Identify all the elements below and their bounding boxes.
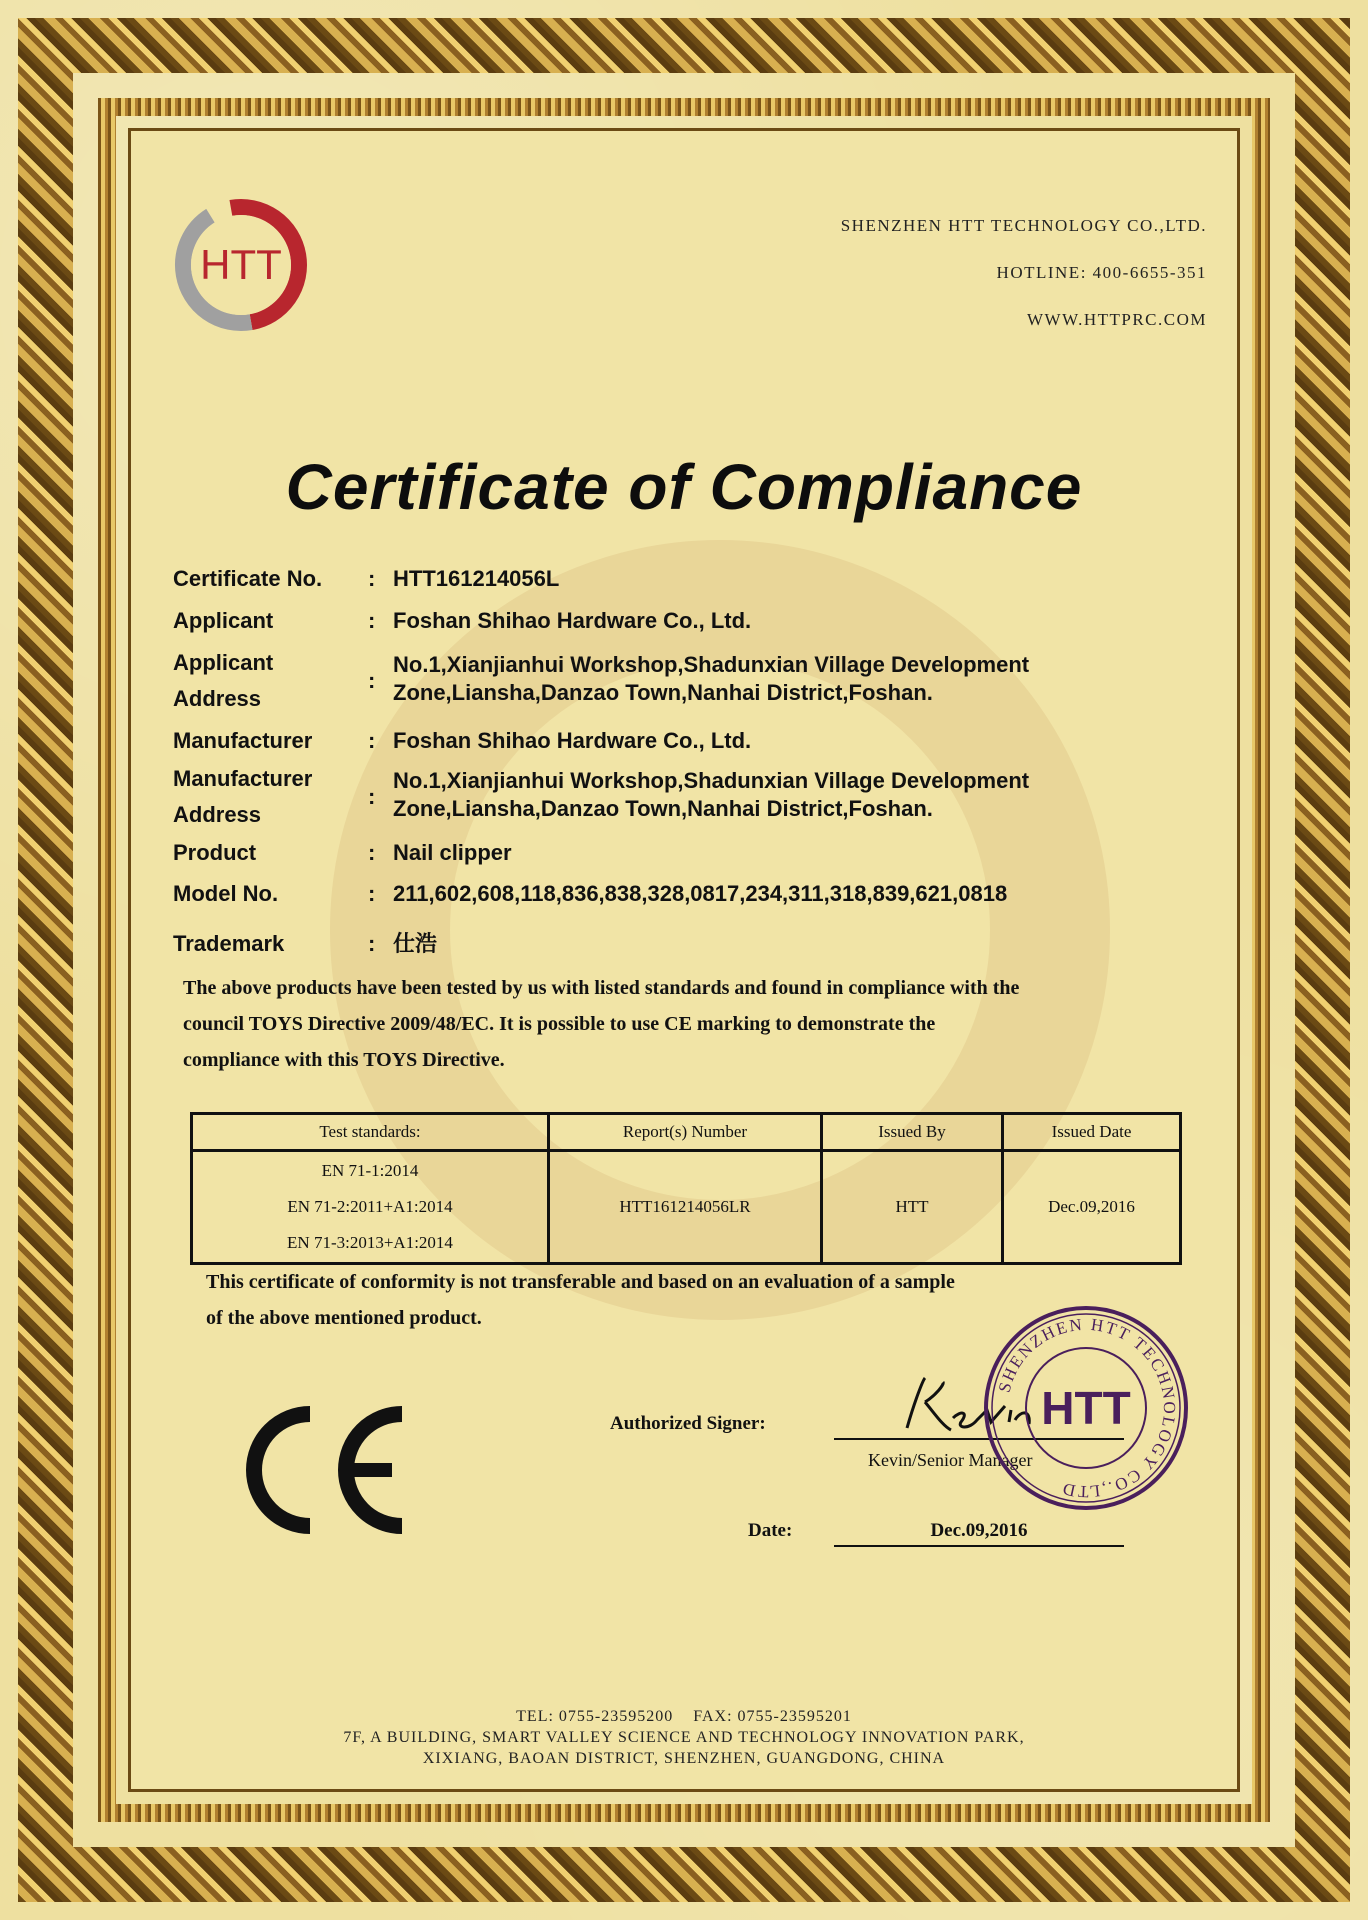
value-line: Zone,Liansha,Danzao Town,Nanhai District,Foshan. [393,796,933,821]
signer-name: Kevin/Senior Manager [868,1450,1033,1470]
cell-issued-date: Dec.09,2016 [1003,1151,1181,1264]
value: 仕浩 [393,931,438,956]
statement-line: compliance with this TOYS Directive. [183,1049,505,1071]
label: Applicant [173,608,274,633]
label-line: Manufacturer [173,766,313,791]
footer-address-line: 7F, A BUILDING, SMART VALLEY SCIENCE AND TECHNOLOGY INNOVATION PARK, [343,1729,1025,1746]
conformity-line: of the above mentioned product. [206,1307,482,1329]
label: Trademark [173,931,285,956]
seal-ring-text: SHENZHEN HTT TECHNOLOGY CO.,LTD [994,1314,1180,1502]
value [393,651,1029,707]
website: WWW.HTTPRC.COM [1027,310,1207,329]
footer-contact: TEL: 0755-23595200 FAX: 0755-23595201 [516,1708,852,1725]
company-seal-stamp [980,1302,1192,1514]
label [173,761,312,833]
colon: : [368,668,376,693]
value-line: Zone,Liansha,Danzao Town,Nanhai District,Foshan. [393,680,933,705]
label [173,645,273,717]
colon: : [368,728,376,753]
label: Model No. [173,881,279,906]
cell-issued-by: HTT [822,1151,1003,1264]
colon: : [368,840,376,865]
company-name: SHENZHEN HTT TECHNOLOGY CO.,LTD. [840,216,1207,235]
label: Product [173,840,257,865]
value: Foshan Shihao Hardware Co., Ltd. [393,608,752,633]
certificate-title: Certificate of Compliance [285,451,1083,523]
value [393,767,1029,823]
conformity-line: This certificate of conformity is not transferable and based on an evaluation of a sample [206,1271,955,1293]
hotline: HOTLINE: 400-6655-351 [996,263,1207,282]
date-label: Date: [748,1520,793,1541]
authorized-signer-label: Authorized Signer: [610,1413,766,1434]
label-line: Applicant [173,650,274,675]
value-line: No.1,Xianjianhui Workshop,Shadunxian Village Development [393,768,1030,793]
label: Manufacturer [173,728,313,753]
value: HTT161214056L [393,566,560,591]
company-block [841,202,1207,343]
header-test-standards: Test standards: [192,1114,549,1151]
value-line: No.1,Xianjianhui Workshop,Shadunxian Village Development [393,652,1030,677]
value: 211,602,608,118,836,838,328,0817,234,311,318,839,621,0818 [393,881,1008,906]
standard-item: EN 71-3:2013+A1:2014 [287,1233,453,1252]
value: Foshan Shihao Hardware Co., Ltd. [393,728,752,753]
compliance-statement [183,970,1019,1078]
conformity-note [206,1264,955,1336]
label: Certificate No. [173,566,323,591]
standard-item: EN 71-2:2011+A1:2014 [287,1197,453,1216]
colon: : [368,608,376,633]
seal-center-text: HTT [1041,1382,1131,1434]
colon: : [368,931,376,956]
test-standards-table [190,1112,1182,1265]
value: Nail clipper [393,840,512,865]
label-line: Address [173,802,262,827]
label-line: Address [173,686,262,711]
cell-standards [192,1151,549,1264]
header-report-number: Report(s) Number [549,1114,822,1151]
table-row [192,1151,1181,1264]
htt-logo [172,196,310,334]
date-value: Dec.09,2016 [930,1520,1028,1541]
colon: : [368,881,376,906]
statement-line: council TOYS Directive 2009/48/EC. It is possible to use CE marking to demonstrate the [183,1013,936,1035]
standard-item: EN 71-1:2014 [321,1161,419,1180]
cell-report-number: HTT161214056LR [549,1151,822,1264]
date-line [834,1545,1124,1547]
footer-address-line: XIXIANG, BAOAN DISTRICT, SHENZHEN, GUANGDONG, CHINA [422,1750,946,1767]
statement-line: The above products have been tested by us with listed standards and found in compliance with the [183,977,1020,999]
header-issued-date: Issued Date [1003,1114,1181,1151]
table-header-row [192,1114,1181,1151]
footer [0,1706,1368,1769]
logo-text: HTT [200,241,282,288]
ce-mark-icon [232,1400,412,1540]
colon: : [368,784,376,809]
colon: : [368,566,376,591]
header-issued-by: Issued By [822,1114,1003,1151]
